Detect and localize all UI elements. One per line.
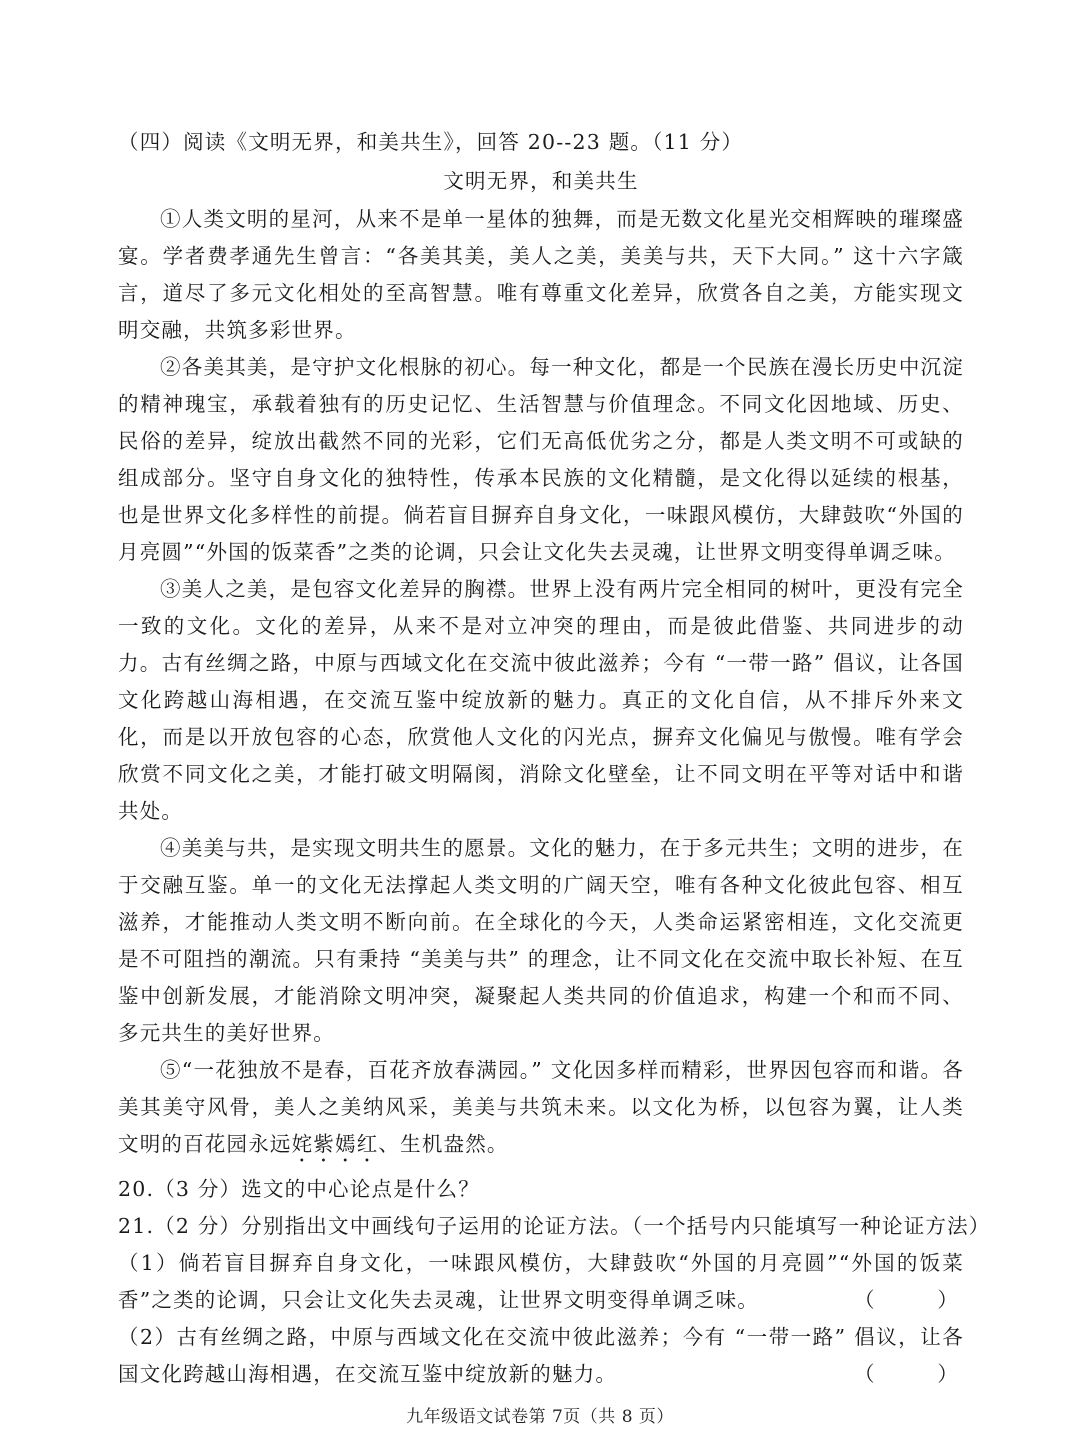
question-21-part-1-text: （1）倘若盲目摒弃自身文化，一味跟风模仿，大肆鼓吹“外国的月亮圆”“外国的饭菜香”之类的论调，只会让文化失去灵魂，让世界文明变得单调乏味。 (118, 1251, 964, 1312)
page-content (118, 124, 991, 1393)
paragraph-3: ③美人之美，是包容文化差异的胸襟。世界上没有两片完全相同的树叶，更没有完全一致的文化。文化的差异，从来不是对立冲突的理由，而是彼此借鉴、共同进步的动力。古有丝绸之路，中原与西域文化在交流中彼此滋养；今有 “一带一路” 倡议，让各国文化跨越山海相遇，在交流互鉴中绽放新的魅力。真正的文化自信，从不排斥外来文化，而是以开放包容的心态，欣赏他人文化的闪光点，摒弃文化偏见与傲慢。唯有学会欣赏不同文化之美，才能打破文明隔阂，消除文化壁垒，让不同文明在平等对话中和谐共处。 (118, 577, 964, 823)
answer-blank-1[interactable]: （ ） (854, 1288, 960, 1312)
answer-blank-2[interactable]: （ ） (854, 1362, 960, 1386)
emphasized-phrase: 姹紫嫣红 (291, 1132, 379, 1156)
question-21-part-2-text: （2）古有丝绸之路，中原与西域文化在交流中彼此滋养；今有 “一带一路” 倡议，让各国文化跨越山海相遇，在交流互鉴中绽放新的魅力。 (118, 1325, 964, 1386)
question-21-part-1 (118, 1245, 964, 1319)
page-footer: 九年级语文试卷第 7页（共 8 页） (406, 1407, 674, 1427)
paragraph-5 (118, 1052, 964, 1167)
paragraph-5-text-before: ⑤“一花独放不是春，百花齐放春满园。” 文化因多样而精彩，世界因包容而和谐。各美其美守风骨，美人之美纳风采，美美与共筑未来。以文化为桥，以包容为翼，让人类文明的百花园永远 (118, 1058, 964, 1156)
paragraph-5-text-after: 、生机盎然。 (378, 1132, 509, 1156)
paragraph-2: ②各美其美，是守护文化根脉的初心。每一种文化，都是一个民族在漫长历史中沉淀的精神瑰宝，承载着独有的历史记忆、生活智慧与价值理念。不同文化因地域、历史、民俗的差异，绽放出截然不同的光彩，它们无高低优劣之分，都是人类文明不可或缺的组成部分。坚守自身文化的独特性，传承本民族的文化精髓，是文化得以延续的根基，也是世界文化多样性的前提。倘若盲目摒弃自身文化，一味跟风模仿，大肆鼓吹“外国的月亮圆”“外国的饭菜香”之类的论调，只会让文化失去灵魂，让世界文明变得单调乏味。 (118, 355, 964, 564)
paragraph-4: ④美美与共，是实现文明共生的愿景。文化的魅力，在于多元共生；文明的进步，在于交融互鉴。单一的文化无法撑起人类文明的广阔天空，唯有各种文化彼此包容、相互滋养，才能推动人类文明不断向前。在全球化的今天，人类命运紧密相连，文化交流更是不可阻挡的潮流。只有秉持 “美美与共” 的理念，让不同文化在交流中取长补短、在互鉴中创新发展，才能消除文明冲突，凝聚起人类共同的价值追求，构建一个和而不同、多元共生的美好世界。 (118, 836, 964, 1045)
question-21-part-2 (118, 1319, 964, 1393)
article-title: 文明无界，和美共生 (443, 169, 639, 193)
question-20: 20.（3 分）选文的中心论点是什么？ (118, 1177, 480, 1201)
paragraph-1: ①人类文明的星河，从来不是单一星体的独舞，而是无数文化星光交相辉映的璀璨盛宴。学者费孝通先生曾言：“各美其美，美人之美，美美与共，天下大同。” 这十六字箴言，道尽了多元文化相处的至高智慧。唯有尊重文化差异，欣赏各自之美，方能实现文明交融，共筑多彩世界。 (118, 207, 964, 342)
section-intro: （四）阅读《文明无界，和美共生》，回答 20--23 题。（11 分） (118, 130, 744, 154)
question-21: 21.（2 分）分别指出文中画线句子运用的论证方法。（一个括号内只能填写一种论证方法） (118, 1214, 991, 1238)
